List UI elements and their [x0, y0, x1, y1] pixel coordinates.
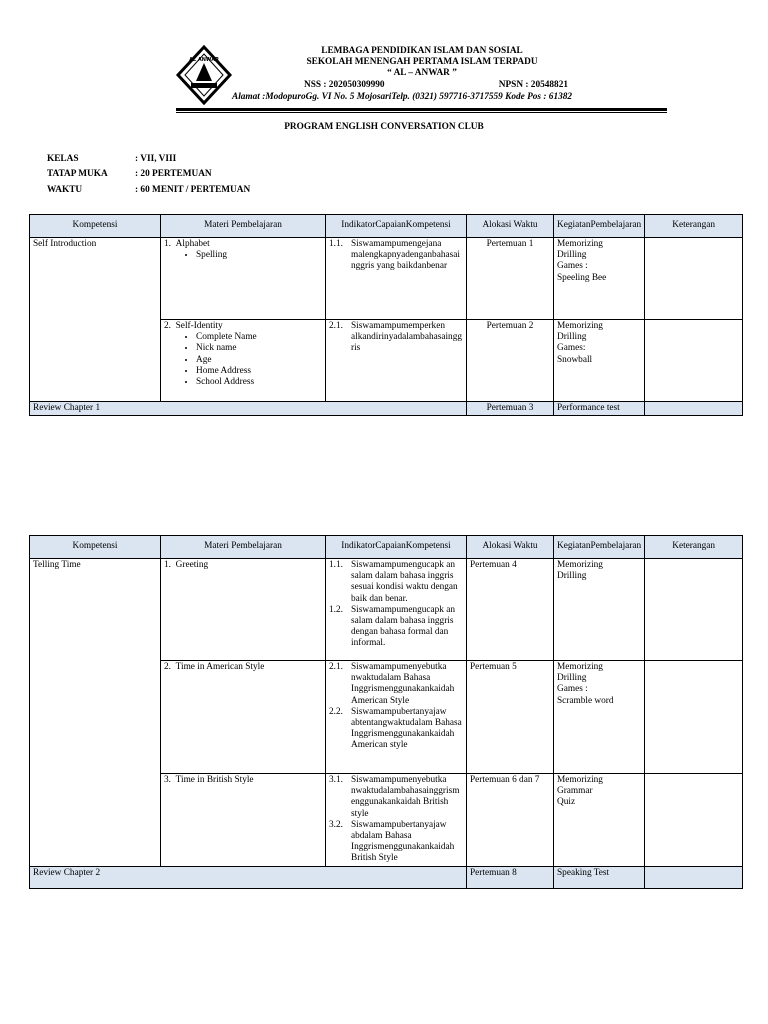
header-line-1: LEMBAGA PENDIDIKAN ISLAM DAN SOSIAL: [321, 46, 523, 56]
kegiatan-cell: Memorizing Drilling Games: Snowball: [554, 320, 645, 402]
table-row: [30, 238, 743, 320]
col-indikator: IndikatorCapaianKompetensi: [326, 536, 467, 559]
program-title: PROGRAM ENGLISH CONVERSATION CLUB: [284, 122, 484, 132]
school-address: Alamat :ModopuroGg. VI No. 5 MojosariTelp. (0321) 597716-3717559 Kode Pos : 61382: [232, 92, 573, 102]
meta-key: KELAS: [47, 154, 79, 164]
materi-cell: 3. Time in British Style: [161, 774, 326, 867]
materi-cell: 1. Greeting: [161, 559, 326, 661]
alokasi-cell: Pertemuan 6 dan 7: [467, 774, 554, 867]
curriculum-table-1: [29, 214, 743, 416]
indikator-cell: 1.1. Siswamampumengucapk an salam dalam bahasa inggris sesuai kondisi waktu dengan baik dan benar. 1.2. Siswamampumengucapk an salam dalam bahasa inggris dengan bahasa formal dan informal.: [326, 559, 467, 661]
alokasi-cell: Pertemuan 2: [467, 320, 554, 402]
meta-value: : 60 MENIT / PERTEMUAN: [135, 184, 251, 195]
col-keterangan: Keterangan: [645, 536, 743, 559]
review-label: Review Chapter 2: [30, 866, 467, 888]
alokasi-cell: Pertemuan 3: [467, 402, 554, 416]
kompetensi-cell: Telling Time: [30, 559, 161, 867]
col-kompetensi: Kompetensi: [30, 215, 161, 238]
keterangan-cell: [645, 559, 743, 661]
header-line-3: “ AL – ANWAR ”: [387, 68, 457, 79]
keterangan-cell: [645, 320, 743, 402]
header-line-2: SEKOLAH MENENGAH PERTAMA ISLAM TERPADU: [306, 57, 538, 68]
alokasi-cell: Pertemuan 5: [467, 661, 554, 774]
indikator-cell: 1.1. Siswamampumengejana malengkapnyadenganbahasai nggris yang baikdanbenar: [326, 238, 467, 320]
header-divider: [176, 108, 667, 111]
alokasi-cell: Pertemuan 8: [467, 866, 554, 888]
meta-row: [47, 185, 250, 200]
curriculum-table-2: [29, 535, 743, 889]
materi-cell: 2. Self-Identity • Complete Name • Nick name • Age • Home Address • School Address: [161, 320, 326, 402]
col-materi: Materi Pembelajaran: [161, 215, 326, 238]
list-item: • Nick name: [196, 343, 322, 354]
indikator-cell: 2.1. Siswamampumenyebutka nwaktudalam Bahasa Inggrismenggunakankaidah American Style 2.2. Siswamampubertanyajaw abtentangwaktudalam Bahasa Inggrismenggunakankaidah American style: [326, 661, 467, 774]
keterangan-cell: [645, 238, 743, 320]
class-info: [47, 154, 250, 200]
meta-row: [47, 169, 250, 184]
col-indikator: IndikatorCapaianKompetensi: [326, 215, 467, 238]
col-kompetensi: Kompetensi: [30, 536, 161, 559]
col-alokasi: Alokasi Waktu: [467, 215, 554, 238]
list-item: • Spelling: [196, 250, 322, 261]
nss-number: NSS : 202050309990: [304, 79, 385, 90]
alokasi-cell: Pertemuan 1: [467, 238, 554, 320]
kegiatan-cell: Performance test: [554, 402, 645, 416]
school-header-text: [232, 46, 612, 91]
kompetensi-cell: Self Introduction: [30, 238, 161, 402]
col-kegiatan: KegiatanPembelajaran: [554, 215, 645, 238]
kegiatan-cell: Speaking Test: [554, 866, 645, 888]
keterangan-cell: [645, 402, 743, 416]
keterangan-cell: [645, 866, 743, 888]
review-row: [30, 866, 743, 888]
col-alokasi: Alokasi Waktu: [467, 536, 554, 559]
keterangan-cell: [645, 661, 743, 774]
kegiatan-cell: Memorizing Drilling: [554, 559, 645, 661]
header-divider-thin: [176, 112, 667, 113]
keterangan-cell: [645, 774, 743, 867]
meta-key: WAKTU: [47, 184, 83, 195]
list-item: • Home Address: [196, 366, 322, 377]
col-materi: Materi Pembelajaran: [161, 536, 326, 559]
materi-cell: 1. Alphabet • Spelling: [161, 238, 326, 320]
meta-value: : 20 PERTEMUAN: [135, 169, 212, 180]
table-row: [30, 559, 743, 661]
svg-text:AL ANWAR: AL ANWAR: [189, 57, 219, 63]
list-item: • Age: [196, 355, 322, 366]
meta-key: TATAP MUKA: [47, 169, 108, 180]
indikator-cell: 2.1. Siswamampumemperken alkandirinyadalambahasaingg ris: [326, 320, 467, 402]
npsn-number: NPSN : 20548821: [498, 79, 568, 90]
meta-row: [47, 154, 250, 169]
review-label: Review Chapter 1: [30, 402, 467, 416]
materi-cell: 2. Time in American Style: [161, 661, 326, 774]
review-row: [30, 402, 743, 416]
col-keterangan: Keterangan: [645, 215, 743, 238]
kegiatan-cell: Memorizing Grammar Quiz: [554, 774, 645, 867]
indikator-cell: 3.1. Siswamampumenyebutka nwaktudalambahasainggrism enggunakankaidah British style 3.2. Siswamampubertanyajaw abdalam Bahasa Inggrismenggunakankaidah British Style: [326, 774, 467, 867]
list-item: • School Address: [196, 377, 322, 388]
kegiatan-cell: Memorizing Drilling Games : Speeling Bee: [554, 238, 645, 320]
col-kegiatan: KegiatanPembelajaran: [554, 536, 645, 559]
kegiatan-cell: Memorizing Drilling Games : Scramble word: [554, 661, 645, 774]
meta-value: : VII, VIII: [135, 154, 177, 164]
school-logo-icon: [174, 45, 234, 105]
list-item: • Complete Name: [196, 332, 322, 343]
alokasi-cell: Pertemuan 4: [467, 559, 554, 661]
